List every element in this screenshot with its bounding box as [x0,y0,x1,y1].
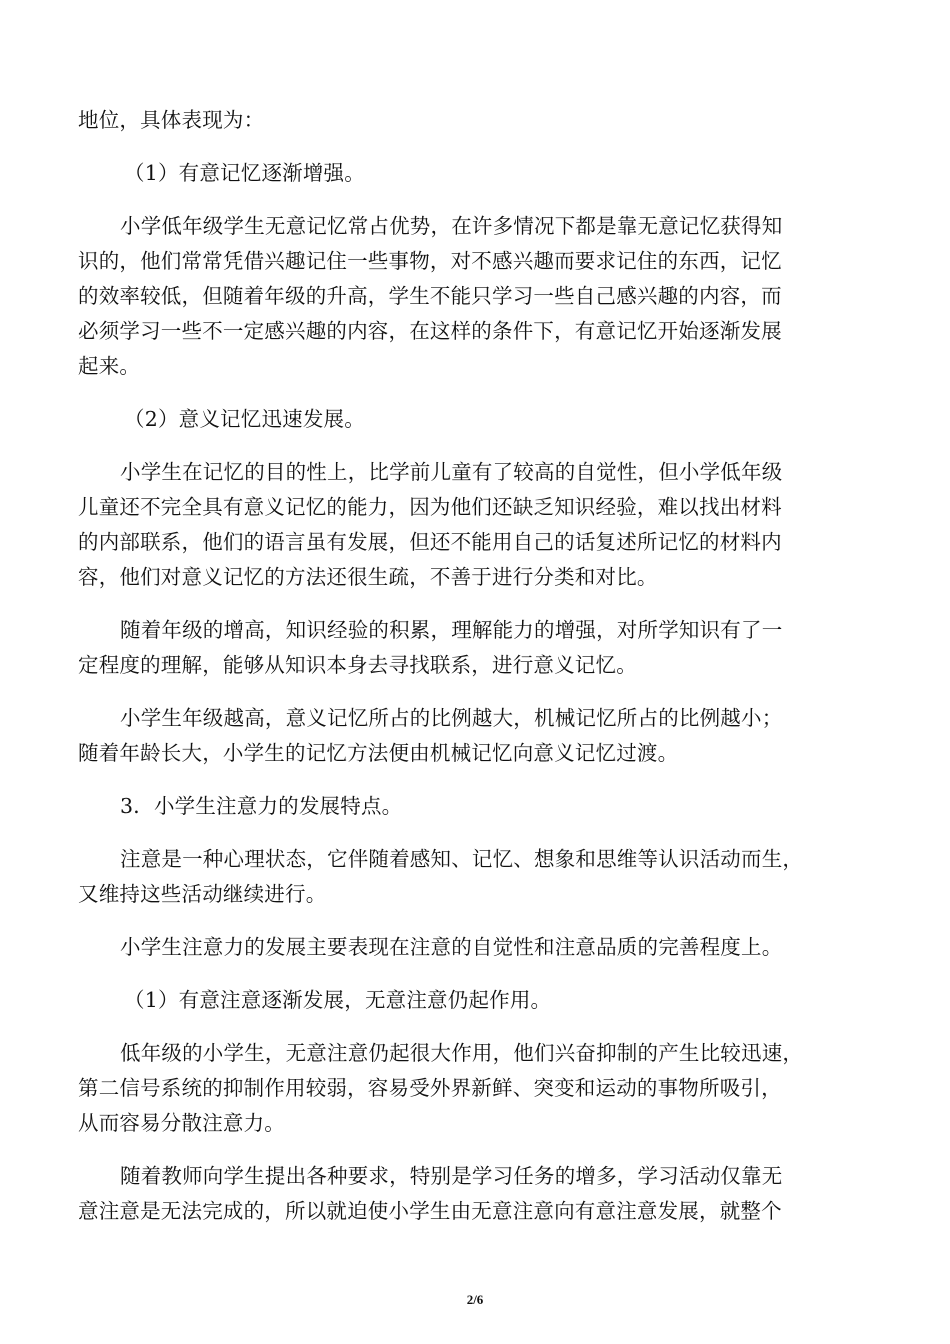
paragraph-line: 识的，他们常常凭借兴趣记住一些事物，对不感兴趣而要求记住的东西，记忆 [78,249,782,273]
paragraph-line: 地位，具体表现为： [78,108,265,132]
paragraph-line: 第二信号系统的抑制作用较弱，容易受外界新鲜、突变和运动的事物所吸引， [78,1076,782,1100]
paragraph-line: 随着年龄长大，小学生的记忆方法便由机械记忆向意义记忆过渡。 [78,741,679,765]
section-heading: （1）有意注意逐渐发展，无意注意仍起作用。 [124,988,552,1012]
paragraph-line: 小学生注意力的发展主要表现在注意的自觉性和注意品质的完善程度上。 [120,935,783,959]
section-heading: （1）有意记忆逐渐增强。 [124,161,365,185]
paragraph-line: 意注意是无法完成的，所以就迫使小学生由无意注意向有意注意发展，就整个 [78,1199,782,1223]
paragraph-line: 小学生年级越高，意义记忆所占的比例越大，机械记忆所占的比例越小； [120,706,783,730]
paragraph-line: 低年级的小学生，无意注意仍起很大作用，他们兴奋抑制的产生比较迅速， [120,1041,804,1065]
section-heading: （2）意义记忆迅速发展。 [124,407,365,431]
paragraph-line: 容，他们对意义记忆的方法还很生疏，不善于进行分类和对比。 [78,565,658,589]
paragraph-line: 儿童还不完全具有意义记忆的能力，因为他们还缺乏知识经验，难以找出材料 [78,495,782,519]
paragraph-line: 的效率较低，但随着年级的升高，学生不能只学习一些自己感兴趣的内容，而 [78,284,782,308]
paragraph-line: 注意是一种心理状态，它伴随着感知、记忆、想象和思维等认识活动而生， [120,847,804,871]
paragraph-line: 随着教师向学生提出各种要求，特别是学习任务的增多，学习活动仅靠无 [120,1164,783,1188]
section-heading: 3．小学生注意力的发展特点。 [120,794,403,818]
paragraph-line: 定程度的理解，能够从知识本身去寻找联系，进行意义记忆。 [78,653,637,677]
page-number: 2/6 [466,1292,484,1307]
paragraph-line: 的内部联系，他们的语言虽有发展，但还不能用自己的话复述所记忆的材料内 [78,530,782,554]
paragraph-line: 必须学习一些不一定感兴趣的内容，在这样的条件下，有意记忆开始逐渐发展 [78,319,782,343]
paragraph-line: 从而容易分散注意力。 [78,1111,285,1135]
paragraph-line: 起来。 [78,354,141,378]
paragraph-line: 小学低年级学生无意记忆常占优势，在许多情况下都是靠无意记忆获得知 [120,214,783,238]
paragraph-line: 又维持这些活动继续进行。 [78,882,327,906]
paragraph-line: 小学生在记忆的目的性上，比学前儿童有了较高的自觉性，但小学低年级 [120,460,783,484]
paragraph-line: 随着年级的增高，知识经验的积累，理解能力的增强，对所学知识有了一 [120,618,783,642]
